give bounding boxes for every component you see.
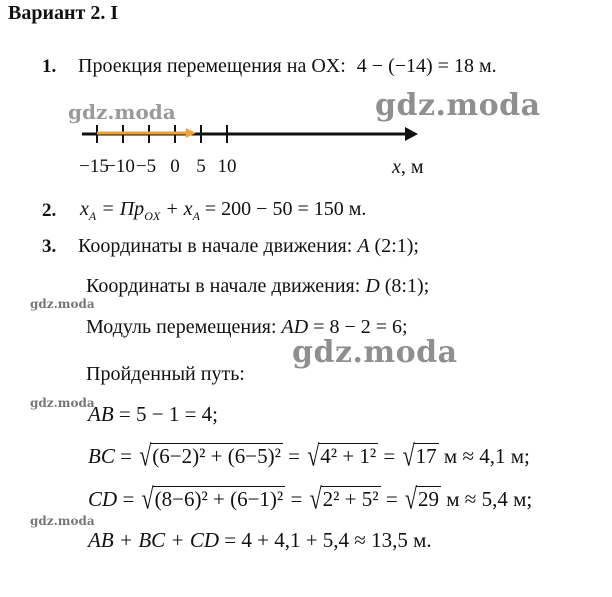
- watermark-left: gdz.moda: [68, 100, 176, 124]
- sqrt-bc-2: √4² + 1²: [307, 438, 377, 473]
- watermark-right: gdz.moda: [375, 88, 541, 123]
- axis-tick-label: 10: [217, 156, 237, 177]
- axis-tick-label: −5: [135, 156, 157, 177]
- rad-bc-1: (6−2)² + (6−5)²: [152, 444, 281, 468]
- displacement-arrowhead: [186, 128, 196, 138]
- task2-equation: [80, 198, 366, 224]
- t3l3-text: Модуль перемещения:: [86, 316, 277, 338]
- rad-bc-3: 17: [415, 444, 437, 468]
- t2-plus-sub: A: [192, 209, 200, 223]
- t2-x: x: [80, 198, 89, 220]
- rad-cd-1: (8−6)² + (6−1)²: [154, 487, 284, 511]
- axis-label: [392, 156, 424, 179]
- rad-bc-2: 4² + 1²: [320, 444, 377, 468]
- axis-tick-label: −15: [79, 156, 109, 177]
- task2-number: 2.: [42, 200, 57, 221]
- watermark-small-2: gdz.moda: [30, 396, 95, 410]
- task3-line2: [86, 275, 429, 298]
- t2-pr-sub: OX: [144, 209, 161, 223]
- rad-cd-2: 2² + 5²: [322, 487, 379, 511]
- eq-sum-rest: = 4 + 4,1 + 5,4 ≈ 13,5 м.: [219, 528, 432, 552]
- eq-bc-lhs: BC: [88, 444, 115, 468]
- task1-text: [78, 55, 497, 78]
- task1-label: Проекция перемещения на OX:: [78, 55, 346, 77]
- watermark-small-3: gdz.moda: [30, 514, 95, 528]
- eq-ab-lhs: AB: [88, 402, 114, 426]
- axis-variable: x: [392, 156, 401, 178]
- task1-expression: 4 − (−14) = 18 м.: [356, 55, 497, 77]
- t3l1-point: A: [357, 235, 370, 257]
- sqrt-bc-3: √17: [402, 438, 437, 473]
- watermark-center: gdz.moda: [292, 335, 458, 370]
- t2-rest: = 200 − 50 = 150 м.: [199, 198, 367, 220]
- sqrt-cd-1: √(8−6)² + (6−1)²: [141, 481, 284, 516]
- axis-arrowhead: [405, 127, 418, 141]
- eq-sum-lhs: AB + BC + CD: [88, 528, 220, 552]
- t2-x-sub: A: [88, 209, 97, 223]
- number-line: [60, 118, 420, 158]
- sqrt-cd-2: √2² + 5²: [309, 481, 379, 516]
- t2-plus-x: + x: [160, 198, 193, 220]
- eq-cd-lhs: CD: [88, 487, 118, 511]
- watermark-small-1: gdz.moda: [30, 297, 95, 311]
- eq-ab-rest: = 5 − 1 = 4;: [113, 402, 219, 426]
- eq-ab: [88, 402, 218, 427]
- eq-bc: BC = √(6−2)² + (6−5)² = √4² + 1² = √17 м ≈ 4,1 м;: [88, 438, 530, 473]
- rad-cd-3: 29: [418, 487, 439, 511]
- t3l2-text: Координаты в начале движения:: [86, 275, 361, 297]
- t3l2-coords: (8:1);: [384, 275, 430, 297]
- t3l3-expr: AD: [281, 316, 309, 338]
- eq-sum: [88, 528, 432, 553]
- sqrt-cd-3: √29: [404, 481, 439, 516]
- axis-tick-label: 0: [170, 156, 180, 177]
- t3l1-text: Координаты в начале движения:: [78, 235, 353, 257]
- t3l2-point: D: [365, 275, 380, 297]
- sqrt-bc-1: √(6−2)² + (6−5)²: [139, 438, 281, 473]
- axis-tick-label: −10: [105, 156, 135, 177]
- t3l1-coords: (2:1);: [374, 235, 419, 257]
- task1-number: 1.: [42, 56, 57, 77]
- eq-cd-tail: м ≈ 5,4 м;: [441, 487, 533, 511]
- page-title: Вариант 2. I: [8, 2, 119, 24]
- task3-line1: [78, 235, 419, 258]
- eq-bc-tail: м ≈ 4,1 м;: [438, 444, 530, 468]
- t3l3-rest: = 8 − 2 = 6;: [308, 316, 408, 338]
- axis-tick-label: 5: [196, 156, 206, 177]
- task3-number: 3.: [42, 236, 57, 257]
- task3-line4: Пройденный путь:: [86, 363, 245, 385]
- axis-unit: , м: [400, 156, 424, 178]
- t2-pr: = Пр: [96, 198, 145, 220]
- eq-cd: CD = √(8−6)² + (6−1)² = √2² + 5² = √29 м ≈ 5,4 м;: [88, 481, 533, 516]
